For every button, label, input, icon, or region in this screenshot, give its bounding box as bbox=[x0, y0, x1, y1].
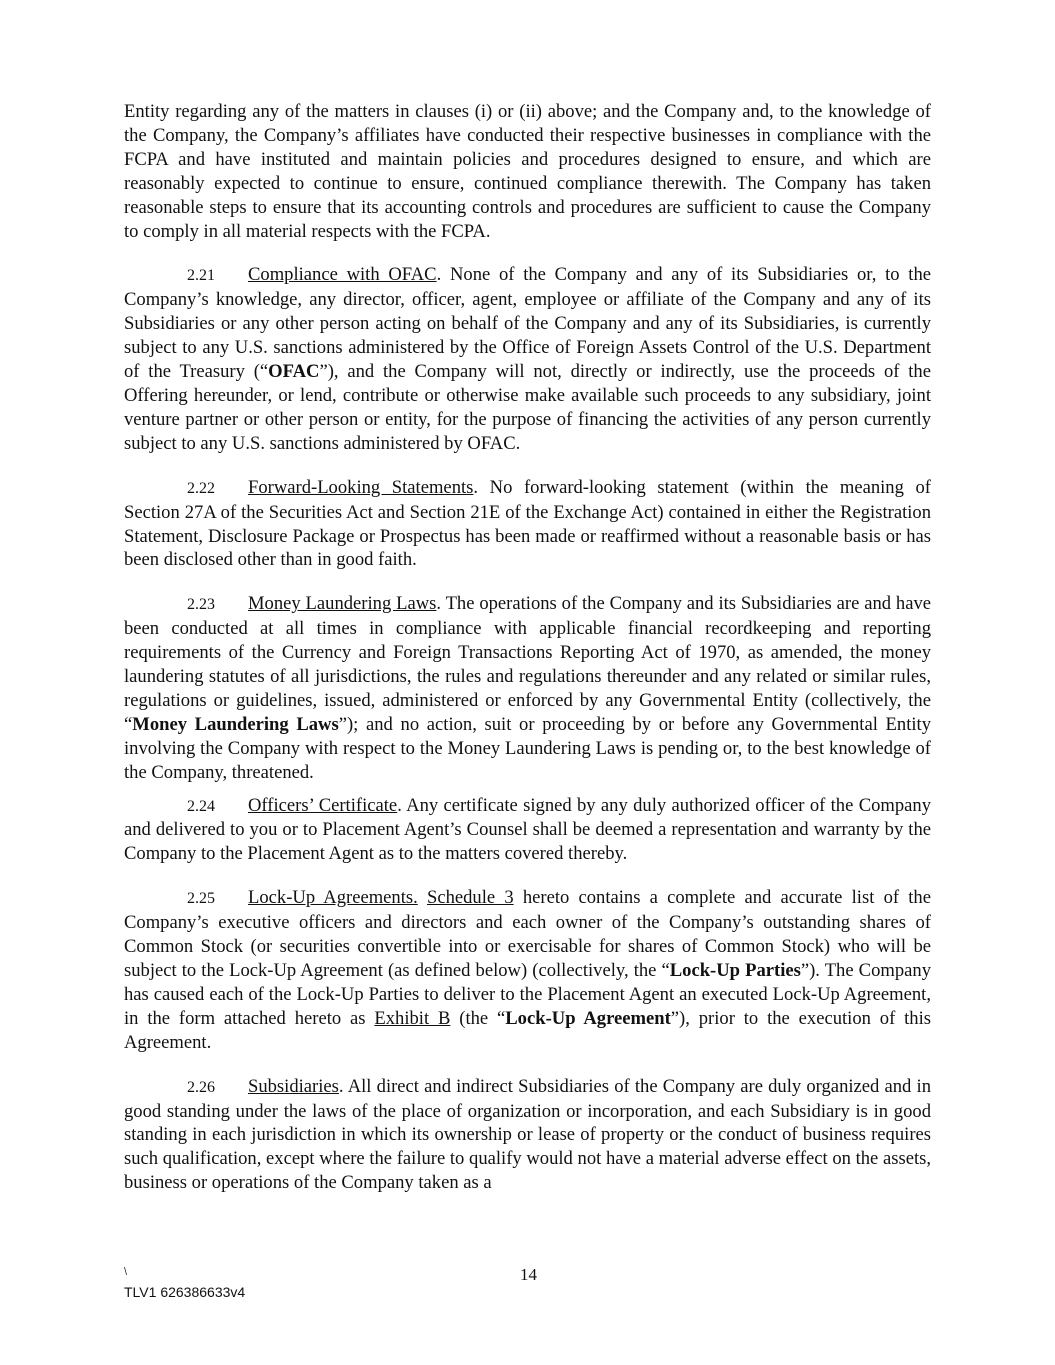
section-number: 2.23 bbox=[187, 596, 215, 614]
paragraph-text: . No forward-looking statement (within the meaning of Section 27A of the Securities Act and Section 21E of the Exchange Act) contained in either the Registration Statement, Disclosure Package or Prospectus has been made or reaffirmed without a reasonable basis or has been disclosed other than in good faith. bbox=[124, 476, 931, 571]
section-number: 2.21 bbox=[187, 267, 215, 285]
footer-mark: \ bbox=[124, 1266, 128, 1278]
section-number: 2.22 bbox=[187, 479, 215, 497]
paragraph-text: ”), and the Company will not, directly or indirectly, use the proceeds of the Offering hereunder, or lend, contribute or otherwise make available such proceeds to any subsidiary, joint venture partner or other person or entity, for the purpose of financing the activities of any person currently subject to any U.S. sanctions administered by OFAC. bbox=[124, 361, 931, 454]
section-2-25 bbox=[124, 886, 931, 1054]
underlined-text: Subsidiaries bbox=[248, 1075, 339, 1097]
section-number: 2.25 bbox=[187, 890, 215, 908]
paragraph-text: Entity regarding any of the matters in clauses (i) or (ii) above; and the Company and, to the knowledge of the Company, the Company’s affiliates have conducted their respective businesses in compliance with the FCPA and have instituted and maintain policies and procedures designed to ensure, and which are reasonably expected to continue to ensure, continued compliance therewith. The Company has taken reasonable steps to ensure that its accounting controls and procedures are sufficient to cause the Company to comply in all material respects with the FCPA. bbox=[124, 101, 931, 242]
defined-term: Lock-Up Agreement bbox=[505, 1007, 671, 1029]
underlined-text: Exhibit B bbox=[374, 1007, 451, 1029]
document-id: TLV1 626386633v4 bbox=[124, 1284, 246, 1300]
paragraph-continuation bbox=[124, 100, 931, 243]
section-number: 2.24 bbox=[187, 797, 215, 815]
paragraph-text: . None of the Company and any of its Subsidiaries or, to the Company’s knowledge, any director, officer, agent, employee or affiliate of the Company and any of its Subsidiaries or any other person acting on behalf of the Company and any of its Subsidiaries, is currently subject to any U.S. sanctions administered by the Office of Foreign Assets Control of the U.S. Department of the Treasury (“ bbox=[124, 264, 932, 383]
defined-term: Money Laundering Laws bbox=[132, 713, 339, 735]
section-2-22 bbox=[124, 476, 931, 573]
section-2-26 bbox=[124, 1075, 931, 1196]
paragraph-text: (the “ bbox=[450, 1007, 506, 1029]
paragraph-text: ”). The Company has caused each of the Lock-Up Parties to deliver to the Placement Agent an executed Lock-Up Agreement, in the form attached hereto as bbox=[124, 960, 931, 1029]
underlined-text: Compliance with OFAC bbox=[248, 264, 437, 286]
paragraph-text: ”), prior to the execution of this Agreement. bbox=[124, 1007, 932, 1053]
paragraph-text: . Any certificate signed by any duly authorized officer of the Company and delivered to you or to Placement Agent’s Counsel shall be deemed a representation and warranty by the Company to the Placement Agent as to the matters covered thereby. bbox=[124, 794, 931, 865]
paragraph-text bbox=[418, 887, 427, 908]
underlined-text: Money Laundering Laws bbox=[248, 593, 437, 615]
document-body bbox=[124, 100, 931, 1215]
underlined-text: Forward-Looking Statements bbox=[248, 476, 474, 498]
paragraph-text: ”); and no action, suit or proceeding by or before any Governmental Entity involving the Company with respect to the Money Laundering Laws is pending or, to the best knowledge of the Company, threatened. bbox=[124, 713, 931, 783]
section-2-21 bbox=[124, 263, 931, 455]
section-number: 2.26 bbox=[187, 1078, 215, 1096]
paragraph-text: hereto contains a complete and accurate list of the Company’s executive officers and directors and each owner of the Company’s outstanding shares of Common Stock (or securities convertible into or exercisable for shares of Common Stock) who will be subject to the Lock-Up Agreement (as defined below) (collectively, the “ bbox=[124, 887, 931, 981]
defined-term: OFAC bbox=[268, 361, 320, 383]
paragraph-text: . The operations of the Company and its Subsidiaries are and have been conducted at all times in compliance with applicable financial recordkeeping and reporting requirements of the Currency and Foreign Transactions Reporting Act of 1970, as amended, the money laundering statutes of all jurisdictions, the rules and regulations thereunder and any related or similar rules, regulations or guidelines, issued, administered or enforced by any Governmental Entity (collectively, the “ bbox=[124, 593, 932, 735]
underlined-text: Lock-Up Agreements. bbox=[248, 887, 418, 909]
underlined-text: Schedule 3 bbox=[426, 887, 514, 909]
section-2-23 bbox=[124, 592, 931, 784]
defined-term: Lock-Up Parties bbox=[669, 960, 801, 981]
page-number: 14 bbox=[520, 1265, 537, 1284]
section-2-24 bbox=[124, 794, 931, 867]
underlined-text: Officers’ Certificate bbox=[248, 794, 398, 816]
paragraph-text: . All direct and indirect Subsidiaries of the Company are duly organized and in good standing under the laws of the place of organization or incorporation, and each Subsidiary is in good standing in each jurisdiction in which its ownership or lease of property or the conduct of business requires such qualification, except where the failure to qualify would not have a material adverse effect on the assets, business or operations of the Company taken as a bbox=[124, 1075, 931, 1194]
